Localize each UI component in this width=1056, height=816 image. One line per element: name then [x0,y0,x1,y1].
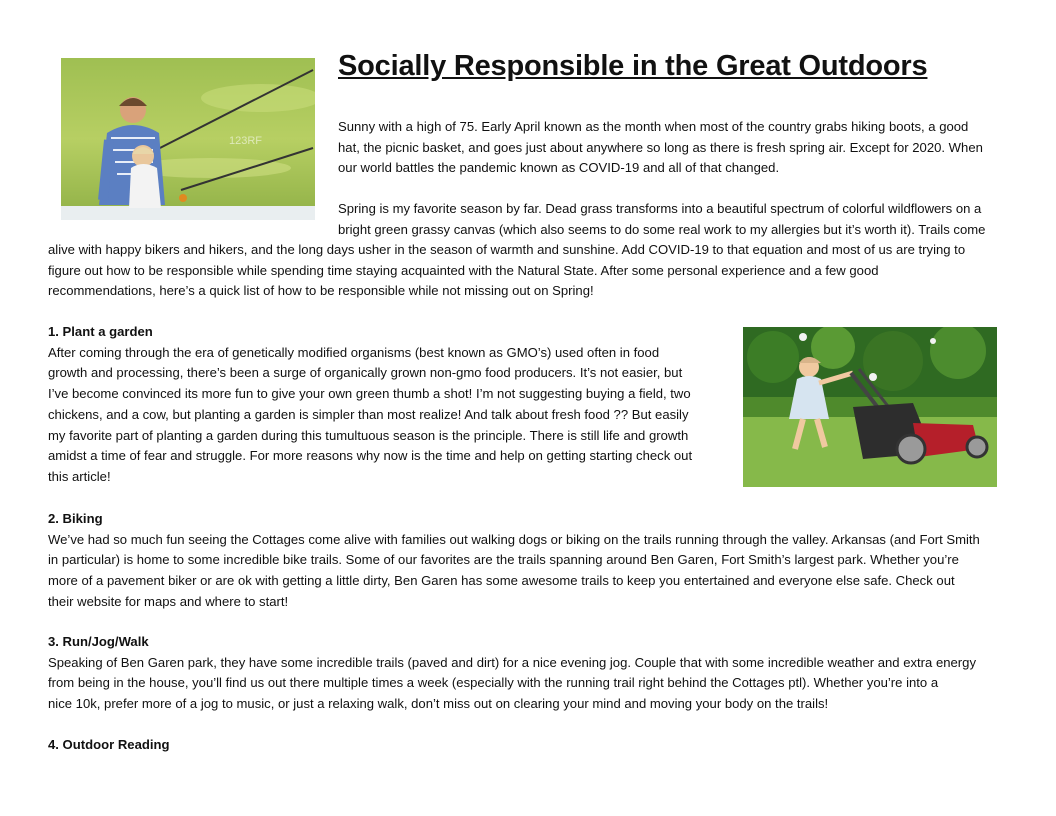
watermark-text: 123RF [229,135,263,147]
text-line: alive with happy bikers and hikers, and the long days usher in the season of warmth and sunshine. Add COVID-19 to that equation and most of us are trying to [48,242,966,257]
section-heading: 1. Plant a garden [48,324,153,339]
text-line: my favorite part of planting a garden during this tumultuous season is the principle. There is still life and growth [48,427,689,443]
section-heading: 2. Biking [48,511,103,526]
section-heading: 4. Outdoor Reading [48,737,170,752]
text-line: figure out how to be responsible while spending time staying acquainted with the Natural State. After some personal experience and a few good [48,262,879,278]
spring-paragraph-rest [48,240,965,302]
text-line: After coming through the era of genetically modified organisms (best known as GMO’s) used often in food [48,344,660,360]
text-line: hat, the picnic basket, and goes just about anywhere so long as there is fresh spring air. Except for 2020. When [338,139,983,155]
text-line: from being in the house, you’ll find us out there multiple times a week (especially with the running trail right behind the Cottages ptl). Whether you’re into a [48,675,939,691]
text-line: chickens, and a cow, but planting a garden is simpler than most realize! And talk about fresh food ?? But easily [48,406,689,422]
text-line: amidst a time of fear and struggle. For more reasons why now is the time and help on getting starting check out [48,448,693,464]
text-line: We’ve had so much fun seeing the Cottages come alive with families out walking dogs or biking on the trails running through the valley. Arkansas (and Fort Smith [48,531,980,547]
text-line: Sunny with a high of 75. Early April known as the month when most of the country grabs hiking boots, a good [338,119,969,134]
page-title: Socially Responsible in the Great Outdoors [338,50,928,82]
section-outdoor-reading [48,735,169,756]
section-plant-a-garden [48,322,692,488]
text-line: Spring is my favorite season by far. Dead grass transforms into a beautiful spectrum of colorful wildflowers on a [338,201,982,216]
text-line: their website for maps and where to start! [48,593,289,609]
text-line: bright green grassy canvas (which also seems to do some real work to my allergies but it’s worth it). Trails come [338,221,986,237]
text-line: growth and processing, there’s been a surge of organically grown non-gmo food producers. It’s not easier, but [48,365,683,381]
section-run-jog-walk [48,632,976,715]
text-line: in particular) is home to some incredible bike trails. Some of our favorites are the trails spanning around Ben Garen, Fort Smith’s largest park. Whether you’re [48,552,959,568]
lawn-mowing-photo [743,327,997,487]
section-heading: 3. Run/Jog/Walk [48,634,149,649]
text-line: recommendations, here’s a quick list of how to be responsible while not missing out on Spring! [48,283,594,299]
text-line: nice 10k, prefer more of a jog to music, or just a relaxing walk, don’t miss out on clearing your mind and moving your body on the trails! [48,696,829,712]
spring-paragraph-top [338,199,985,240]
text-line: I’ve become convinced its more fun to give your own green thumb a shot! I’m not suggesting buying a field, two [48,386,691,402]
intro-paragraph [338,117,983,179]
fishing-photo [61,58,315,220]
text-line: this article! [48,468,111,484]
section-biking [48,509,980,613]
text-line: more of a pavement biker or are ok with getting a little dirty, Ben Garen has some awesome trails to keep you entertained and everyone else safe. Check out [48,573,955,589]
text-line: Speaking of Ben Garen park, they have some incredible trails (paved and dirt) for a nice evening jog. Couple that with some incredible weather and extra energy [48,654,977,670]
text-line: our world battles the pandemic known as COVID-19 and all of that changed. [338,160,780,176]
